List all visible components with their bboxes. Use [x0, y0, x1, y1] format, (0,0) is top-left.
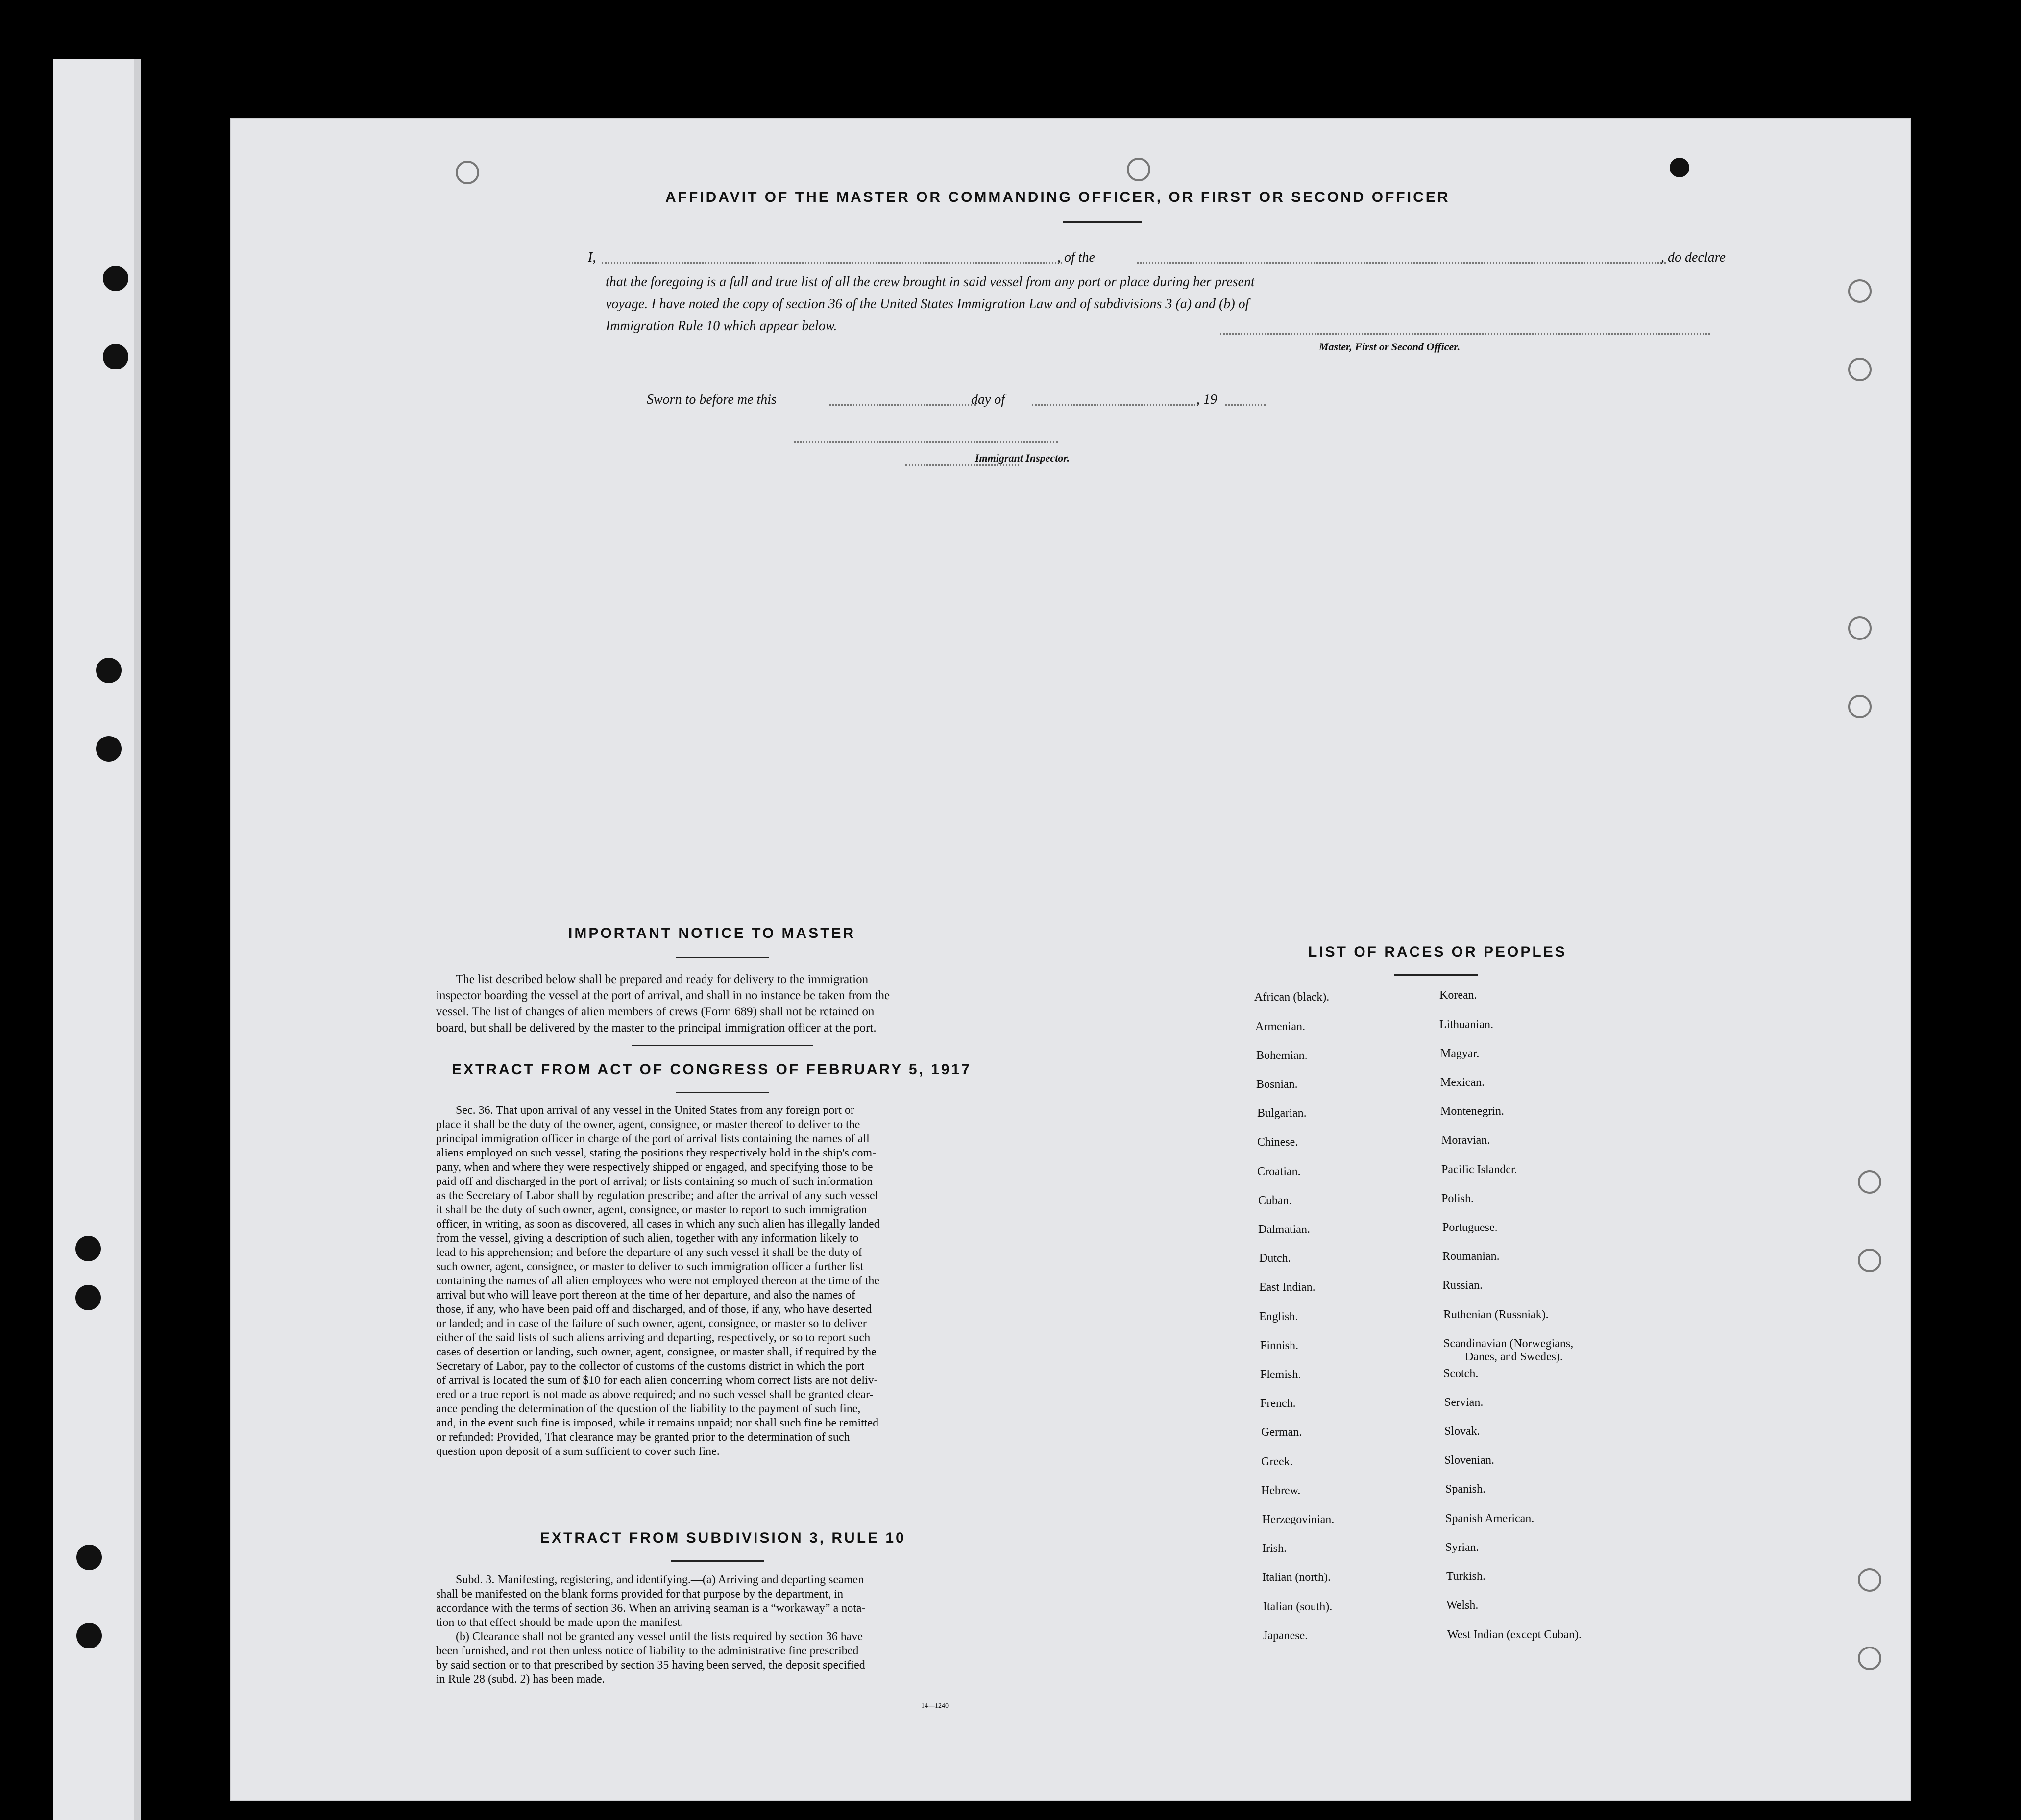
race-left-item: East Indian. — [1259, 1281, 1315, 1294]
race-right-item: Russian. — [1442, 1279, 1483, 1292]
race-right-item: Montenegrin. — [1440, 1105, 1504, 1118]
act-line: place it shall be the duty of the owner, agent, consignee, or master thereof to deliver to the — [436, 1118, 860, 1131]
binding-strip — [53, 59, 141, 1820]
race-left-item: Greek. — [1261, 1455, 1293, 1468]
act-title-rule — [676, 1092, 769, 1093]
act-line: Sec. 36. That upon arrival of any vessel in the United States from any foreign port or — [456, 1104, 855, 1117]
race-right-item: Scotch. — [1443, 1367, 1479, 1380]
affidavit-title-rule — [1063, 221, 1142, 223]
strip-edge — [134, 59, 141, 1820]
rule-line: been furnished, and not then unless notice of liability to the administrative fine prescribed — [436, 1645, 859, 1657]
race-right-item: Pacific Islander. — [1441, 1163, 1517, 1176]
punch-hole-icon — [96, 658, 122, 683]
act-line: and, in the event such fine is imposed, while it remains unpaid; nor shall such fine be remitted — [436, 1417, 879, 1429]
race-left-item: Finnish. — [1260, 1339, 1299, 1352]
race-left-item: Japanese. — [1263, 1629, 1308, 1642]
rule-paragraph — [436, 1573, 995, 1687]
officer-name-blank — [602, 262, 1062, 264]
sworn-day-blank — [829, 404, 976, 406]
race-left-item: French. — [1260, 1397, 1296, 1410]
race-right-item: Korean. — [1439, 989, 1477, 1002]
act-line: or landed; and in case of the failure of such owner, agent, consignee, or master so to deliver — [436, 1317, 867, 1330]
act-line: principal immigration officer in charge of the port of arrival lists containing the names of all — [436, 1132, 870, 1145]
race-left-item: African (black). — [1254, 991, 1330, 1004]
ring-hole-icon — [1858, 1170, 1881, 1194]
act-line: ance pending the determination of the question of the liability to the payment of such fine, — [436, 1402, 861, 1415]
race-right-item: Slovak. — [1444, 1425, 1480, 1438]
punch-hole-icon — [96, 736, 122, 762]
race-right-item: Syrian. — [1445, 1541, 1479, 1554]
act-line: ered or a true report is not made as above required; and no such vessel shall be granted clear- — [436, 1388, 874, 1401]
vessel-name-blank — [1137, 262, 1666, 264]
race-right-item: West Indian (except Cuban). — [1447, 1628, 1582, 1641]
ring-hole-icon — [1858, 1249, 1881, 1272]
ring-hole-icon — [1848, 616, 1872, 640]
sworn-month-blank — [1032, 404, 1198, 406]
act-line: arrival but who will leave port thereon at the time of her departure, and also the names of — [436, 1289, 855, 1302]
act-line: or refunded: Provided, That clearance may be granted prior to the determination of such — [436, 1431, 850, 1444]
act-line: those, if any, who have been paid off and discharged, and of those, if any, who have deserted — [436, 1303, 872, 1316]
ring-hole-icon — [456, 161, 479, 184]
ring-hole-icon — [1858, 1568, 1881, 1592]
act-line: as the Secretary of Labor shall by regulation prescribe; and after the arrival of any such vessel — [436, 1189, 878, 1202]
punch-hole-icon — [103, 344, 128, 369]
race-right-item: Ruthenian (Russniak). — [1443, 1308, 1549, 1321]
punch-hole-icon — [75, 1285, 101, 1310]
race-left-item: Croatian. — [1257, 1165, 1301, 1178]
sworn-year: , 19 — [1196, 392, 1217, 407]
race-right-item: Lithuanian. — [1439, 1018, 1493, 1031]
ring-hole-icon — [1848, 358, 1872, 381]
race-left-item: Cuban. — [1258, 1194, 1292, 1207]
affidavit-body-line-2: voyage. I have noted the copy of section 36 of the United States Immigration Law and of subdivisions 3 (a) and (b) of — [606, 296, 1249, 312]
notice-line: board, but shall be delivered by the master to the principal immigration officer at the port. — [436, 1021, 877, 1034]
race-left-item: Armenian. — [1255, 1020, 1305, 1033]
race-right-item: Scandinavian (Norwegians, — [1443, 1337, 1574, 1350]
race-left-item: Herzegovinian. — [1262, 1513, 1335, 1526]
race-left-item: Irish. — [1262, 1542, 1287, 1555]
race-left-item: Flemish. — [1260, 1368, 1301, 1381]
race-left-item: English. — [1259, 1310, 1298, 1323]
race-right-item: Spanish American. — [1445, 1512, 1534, 1525]
race-right-item: Danes, and Swedes). — [1465, 1351, 1563, 1363]
punch-hole-icon — [103, 266, 128, 291]
race-right-item: Portuguese. — [1442, 1221, 1498, 1234]
races-title: LIST OF RACES OR PEOPLES — [1308, 944, 1567, 960]
act-line: containing the names of all alien employees who were not employed thereon at the time of the — [436, 1275, 880, 1287]
rule-title: EXTRACT FROM SUBDIVISION 3, RULE 10 — [540, 1530, 906, 1546]
inspector-label: Immigrant Inspector. — [975, 452, 1070, 464]
race-left-item: Bosnian. — [1256, 1078, 1298, 1091]
document-sheet — [230, 118, 1911, 1801]
act-line: cases of desertion or landing, such owner, agent, consignee, or master shall, if required by the — [436, 1346, 877, 1358]
rule-line: Subd. 3. Manifesting, registering, and identifying.—(a) Arriving and departing seamen — [456, 1574, 864, 1586]
notice-line: The list described below shall be prepared and ready for delivery to the immigration — [456, 973, 869, 986]
rule-line: shall be manifested on the blank forms provided for that purpose by the department, in — [436, 1588, 844, 1600]
act-paragraph — [436, 1104, 995, 1459]
rule-line: in Rule 28 (subd. 2) has been made. — [436, 1673, 605, 1686]
race-left-item: Italian (north). — [1262, 1571, 1331, 1584]
act-line: lead to his apprehension; and before the departure of any such vessel it shall be the duty of — [436, 1246, 862, 1259]
punch-hole-icon — [76, 1545, 102, 1570]
notice-paragraph — [436, 971, 995, 1036]
ring-hole-icon — [1670, 158, 1689, 177]
form-number: 14—1240 — [921, 1702, 949, 1710]
act-line: pany, when and where they were respectively shipped or engaged, and specifying those to be — [436, 1161, 873, 1174]
race-left-item: Italian (south). — [1263, 1600, 1333, 1613]
race-left-item: Chinese. — [1257, 1136, 1298, 1149]
race-right-item: Servian. — [1444, 1396, 1484, 1409]
affidavit-do-declare: , do declare — [1661, 250, 1726, 265]
act-title: EXTRACT FROM ACT OF CONGRESS OF FEBRUARY 5, 1917 — [452, 1061, 972, 1078]
affidavit-title: AFFIDAVIT OF THE MASTER OR COMMANDING OFFICER, OR FIRST OR SECOND OFFICER — [665, 189, 1450, 205]
ring-hole-icon — [1858, 1647, 1881, 1670]
race-left-item: Dalmatian. — [1258, 1223, 1310, 1236]
race-right-item: Welsh. — [1446, 1599, 1479, 1612]
rule-title-rule — [671, 1560, 764, 1562]
sworn-year-blank — [1225, 404, 1266, 406]
notice-title: IMPORTANT NOTICE TO MASTER — [568, 925, 856, 941]
act-line: Secretary of Labor, pay to the collector of customs of the customs district in which the port — [436, 1360, 865, 1373]
ring-hole-icon — [1848, 695, 1872, 718]
inspector-line-upper — [794, 441, 1058, 443]
punch-hole-icon — [76, 1623, 102, 1648]
sworn-day-of: day of — [971, 392, 1005, 407]
rule-line: tion to that effect should be made upon the manifest. — [436, 1616, 683, 1629]
act-line: either of the said lists of such aliens arriving and departing, respectively, or so to report such — [436, 1331, 871, 1344]
races-title-rule — [1394, 974, 1478, 976]
act-line: question upon deposit of a sum sufficient to cover such fine. — [436, 1445, 720, 1458]
act-line: paid off and discharged in the port of arrival; or lists containing so much of such information — [436, 1175, 873, 1188]
rule-line: accordance with the terms of section 36. When an arriving seaman is a “workaway” a nota- — [436, 1602, 866, 1615]
punch-hole-icon — [75, 1236, 101, 1261]
race-right-item: Polish. — [1441, 1192, 1474, 1205]
race-right-item: Moravian. — [1441, 1134, 1490, 1147]
race-left-item: Dutch. — [1259, 1252, 1291, 1265]
notice-line: inspector boarding the vessel at the port of arrival, and shall in no instance be taken from the — [436, 989, 890, 1002]
affidavit-body-line-1: that the foregoing is a full and true list of all the crew brought in said vessel from any port or place during her present — [606, 274, 1255, 290]
act-line: aliens employed on such vessel, stating the positions they respectively hold in the ship's com- — [436, 1147, 877, 1159]
affidavit-of-the: , of the — [1057, 250, 1095, 265]
act-line: of arrival is located the sum of $10 for each alien concerning whom correct lists are not deliv- — [436, 1374, 878, 1387]
notice-line: vessel. The list of changes of alien members of crews (Form 689) shall not be retained on — [436, 1005, 875, 1018]
act-line: it shall be the duty of such owner, agent, consignee, or master to report to such immigration — [436, 1204, 867, 1216]
race-right-item: Magyar. — [1440, 1047, 1480, 1060]
race-left-item: Bulgarian. — [1257, 1107, 1307, 1120]
notice-title-rule — [676, 957, 769, 958]
act-line: officer, in writing, as soon as discovered, all cases in which any such alien has illegally landed — [436, 1218, 880, 1230]
signature-label: Master, First or Second Officer. — [1319, 341, 1461, 353]
race-right-item: Mexican. — [1440, 1076, 1485, 1089]
rule-line: by said section or to that prescribed by section 35 having been served, the deposit specified — [436, 1659, 865, 1672]
ring-hole-icon — [1848, 279, 1872, 303]
race-right-item: Spanish. — [1445, 1483, 1486, 1496]
act-top-rule — [632, 1045, 813, 1046]
act-line: from the vessel, giving a description of such alien, together with any information likely to — [436, 1232, 859, 1245]
race-right-item: Slovenian. — [1444, 1454, 1494, 1467]
sworn-text: Sworn to before me this — [647, 392, 777, 407]
affidavit-body-line-3: Immigration Rule 10 which appear below. — [606, 319, 837, 334]
affidavit-i: I, — [588, 250, 596, 265]
race-left-item: Bohemian. — [1256, 1049, 1308, 1062]
signature-line — [1220, 333, 1710, 335]
race-left-item: Hebrew. — [1261, 1484, 1301, 1497]
ring-hole-icon — [1127, 158, 1150, 181]
race-right-item: Turkish. — [1446, 1570, 1485, 1583]
act-line: such owner, agent, consignee, or master to deliver to such immigration officer a further list — [436, 1260, 864, 1273]
rule-line: (b) Clearance shall not be granted any vessel until the lists required by section 36 have — [456, 1630, 863, 1643]
race-left-item: German. — [1261, 1426, 1302, 1439]
race-right-item: Roumanian. — [1442, 1250, 1500, 1263]
